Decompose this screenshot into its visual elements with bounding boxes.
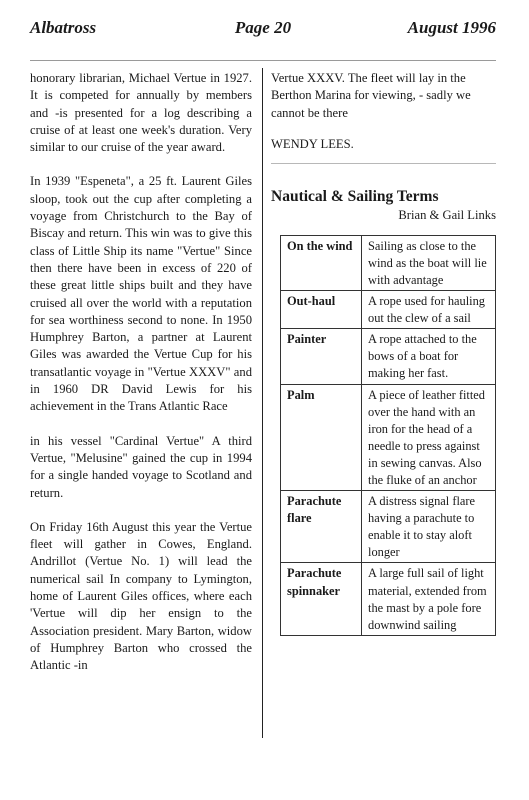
definition-cell: A distress signal flare having a parachute to enable it to stay aloft longer (362, 491, 496, 563)
page-number: Page 20 (234, 18, 292, 37)
newsletter-title: Albatross (30, 18, 97, 37)
terms-table (280, 235, 496, 636)
definition-cell: A piece of leather fitted over the hand with an iron for the head of a needle to press against in sewing canvas. Also the fluke of an anchor (362, 384, 496, 491)
definition-cell: A large full sail of light material, extended from the mast by a pole fore downwind sailing (362, 563, 496, 635)
issue-date: August 1996 (407, 18, 496, 37)
definition-cell: A rope attached to the bows of a boat for making her fast. (362, 329, 496, 384)
table-row (281, 329, 496, 384)
table-row (281, 563, 496, 635)
column-divider (262, 68, 263, 738)
article-paragraph: In 1939 "Espeneta", a 25 ft. Laurent Giles sloop, took out the cup after completing a voyage from Christchurch to the Bay of Biscay and return. This win was to give this class of Little Ship its name "Vertue" Since then there have been in excess of 220 of these great little ships built and they have cruised all over the world with a reputation for sea worthiness second to none. In 1950 Humphrey Barton, a partner at Laurent Giles was awarded the Vertue Cup for his transatlantic voyage in "Vertue XXXV" and in 1960 DR David Lewis for his achievement in the Trans Atlantic Race (30, 174, 252, 414)
term-cell: On the wind (281, 235, 362, 290)
section-title: Nautical & Sailing Terms (271, 188, 439, 206)
header-divider (30, 60, 496, 61)
definition-cell: A rope used for hauling out the clew of a sail (362, 291, 496, 329)
table-row (281, 384, 496, 491)
page-header (30, 18, 496, 42)
table-row (281, 235, 496, 290)
table-row (281, 491, 496, 563)
left-column (30, 70, 252, 692)
section-divider (271, 163, 496, 164)
term-cell: Parachute flare (281, 491, 362, 563)
table-row (281, 291, 496, 329)
section-byline: Brian & Gail Links (398, 208, 496, 223)
article-continuation: Vertue XXXV. The fleet will lay in the Berthon Marina for viewing, - sadly we cannot be there (271, 71, 471, 120)
term-cell: Painter (281, 329, 362, 384)
term-cell: Parachute spinnaker (281, 563, 362, 635)
right-column (271, 70, 496, 636)
article-signature: WENDY LEES. (271, 136, 354, 151)
article-paragraph: On Friday 16th August this year the Vertue fleet will gather in Cowes, England. Andrillot (Vertue No. 1) will lead the numerical sail In company to Lymington, home of Laurent Giles offices, where each 'Vertue will dip her ensign to the Association president. Mary Barton, widow of Humphrey Barton who crossed the Atlantic -in (30, 519, 252, 673)
term-cell: Palm (281, 384, 362, 491)
article-paragraph: honorary librarian, Michael Vertue in 1927. It is competed for annually by members and -is presented for a log describing a cruise of at least one week's duration. Very similar to our cruise of the year award. (30, 71, 252, 155)
article-paragraph: in his vessel "Cardinal Vertue" A third Vertue, "Melusine" gained the cup in 1994 for a single handed voyage to Scotland and return. (30, 433, 252, 500)
definition-cell: Sailing as close to the wind as the boat will lie with advantage (362, 235, 496, 290)
term-cell: Out-haul (281, 291, 362, 329)
